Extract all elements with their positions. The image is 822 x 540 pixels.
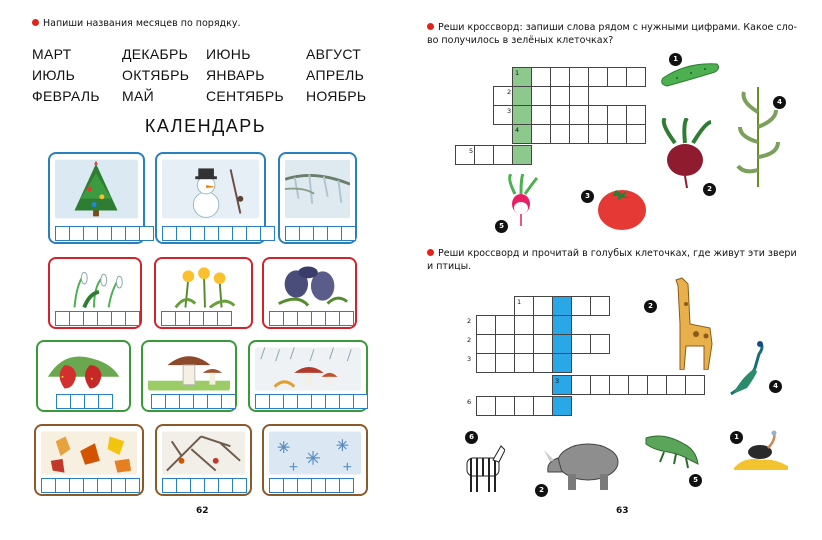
month-card-winter-1	[48, 152, 145, 244]
picture-number-badge: 1	[669, 53, 682, 66]
answer-boxes[interactable]	[55, 311, 139, 326]
lilac-picture	[269, 264, 350, 308]
picture-number-badge: 2	[703, 183, 716, 196]
crossword-cell[interactable]	[571, 375, 591, 395]
ostrich-picture	[734, 430, 788, 470]
crossword-cell[interactable]	[514, 315, 534, 335]
crossword-cell[interactable]	[569, 105, 589, 125]
month-card-summer-3	[248, 340, 368, 412]
crossword-cell[interactable]: 3	[476, 353, 496, 373]
crossword-cell[interactable]	[588, 67, 608, 87]
beet-picture	[655, 118, 715, 188]
month-card-spring-1	[48, 257, 142, 329]
snowman-picture	[162, 159, 259, 219]
crossword-cell[interactable]	[531, 86, 551, 106]
crossword-cell[interactable]	[533, 334, 553, 354]
crossword-cell[interactable]	[569, 86, 589, 106]
crossword-cell[interactable]	[531, 105, 551, 125]
crossword-cell[interactable]	[571, 334, 591, 354]
month-word: МАЙ	[122, 88, 154, 104]
answer-boxes[interactable]	[269, 311, 353, 326]
crossword-cell[interactable]	[626, 67, 646, 87]
crossword-cell[interactable]	[609, 375, 629, 395]
answer-boxes[interactable]	[255, 394, 367, 409]
month-word: ОКТЯБРЬ	[122, 67, 190, 83]
answer-boxes[interactable]	[162, 226, 274, 241]
crossword-cell[interactable]	[571, 296, 591, 316]
crossword-cell[interactable]	[569, 67, 589, 87]
month-card-winter-3	[278, 152, 357, 244]
calendar-title: КАЛЕНДАРЬ	[144, 116, 267, 136]
zebra-picture	[463, 444, 505, 492]
answer-boxes[interactable]	[151, 394, 235, 409]
crossword-cell[interactable]: 2	[476, 315, 496, 335]
crossword-cell[interactable]: 6	[476, 396, 496, 416]
picture-number-badge: 5	[689, 474, 702, 487]
crossword-cell[interactable]	[569, 124, 589, 144]
month-word: ИЮНЬ	[206, 46, 251, 62]
crossword-cell[interactable]	[552, 353, 572, 373]
bullet-icon	[32, 19, 39, 26]
crossword-cell[interactable]	[628, 375, 648, 395]
crossword-cell[interactable]	[607, 105, 627, 125]
crossword-cell[interactable]	[590, 296, 610, 316]
crossword-cell[interactable]	[512, 105, 532, 125]
crossword-cell[interactable]	[533, 396, 553, 416]
task-crossword-2: Реши кроссворд и прочитай в голубых клеточках, где живут эти звери и птицы.	[427, 248, 797, 272]
crossword-cell[interactable]	[550, 67, 570, 87]
month-card-summer-1	[36, 340, 131, 412]
snowdrop-picture	[55, 264, 135, 308]
crossword-cell[interactable]	[531, 124, 551, 144]
crossword-cell[interactable]: 2	[476, 334, 496, 354]
month-card-winter-2	[155, 152, 266, 244]
crossword-cell[interactable]	[514, 334, 534, 354]
mushrooms-picture	[148, 347, 230, 391]
crossword-cell[interactable]	[495, 353, 515, 373]
month-card-spring-2	[154, 257, 253, 329]
month-word: ЯНВАРЬ	[206, 67, 265, 83]
answer-boxes[interactable]	[55, 226, 153, 241]
crossword-cell[interactable]	[474, 145, 494, 165]
strawberry-picture	[43, 347, 124, 391]
crossword-cell[interactable]	[552, 315, 572, 335]
bare-branches-picture	[162, 431, 245, 475]
crossword-cell[interactable]	[588, 105, 608, 125]
crossword-cell[interactable]	[552, 396, 572, 416]
crossword-cell[interactable]	[514, 353, 534, 373]
answer-boxes[interactable]	[162, 478, 246, 493]
picture-number-badge: 2	[535, 484, 548, 497]
crossword-cell[interactable]	[685, 375, 705, 395]
picture-number-badge: 2	[644, 300, 657, 313]
month-word: АПРЕЛЬ	[306, 67, 365, 83]
crossword-cell[interactable]	[495, 315, 515, 335]
crossword-cell[interactable]: 1	[512, 67, 532, 87]
crossword-cell[interactable]	[550, 105, 570, 125]
crossword-cell[interactable]	[512, 145, 532, 165]
month-card-autumn-2	[155, 424, 252, 496]
radish-picture	[503, 174, 539, 226]
crossword-cell[interactable]	[550, 124, 570, 144]
task-months: Напиши названия месяцев по порядку.	[32, 18, 241, 31]
month-word: ИЮЛЬ	[32, 67, 76, 83]
giraffe-picture	[666, 274, 716, 370]
picture-number-badge: 1	[730, 431, 743, 444]
crossword-cell[interactable]: 4	[512, 124, 532, 144]
icy-branch-picture	[285, 159, 350, 219]
cucumber-picture	[657, 56, 723, 92]
crossword-cell[interactable]: 5	[455, 145, 475, 165]
crossword-cell[interactable]	[626, 124, 646, 144]
page-number: 63	[616, 506, 629, 516]
bullet-icon	[427, 249, 434, 256]
bullet-icon	[427, 23, 434, 30]
crossword-cell[interactable]: 3	[493, 105, 513, 125]
crossword-cell[interactable]	[493, 145, 513, 165]
peacock-picture	[729, 338, 774, 396]
crossword-cell[interactable]	[590, 375, 610, 395]
crossword-cell[interactable]	[626, 105, 646, 125]
answer-boxes[interactable]	[269, 478, 353, 493]
picture-number-badge: 4	[769, 380, 782, 393]
autumn-leaves-picture	[41, 431, 137, 475]
page-number: 62	[196, 506, 209, 516]
month-word: НОЯБРЬ	[306, 88, 367, 104]
crossword-cell[interactable]	[552, 296, 572, 316]
month-word: ДЕКАБРЬ	[122, 46, 189, 62]
answer-boxes[interactable]	[56, 394, 112, 409]
task-crossword-1: Реши кроссворд: запиши слова рядом с нужными цифрами. Какое сло- во получилось в зелёных клеточках?	[427, 22, 797, 46]
crossword-cell[interactable]	[514, 396, 534, 416]
picture-number-badge: 4	[773, 96, 786, 109]
crocodile-picture	[644, 430, 700, 472]
month-word: СЕНТЯБРЬ	[206, 88, 285, 104]
crossword-cell[interactable]	[607, 124, 627, 144]
month-card-autumn-1	[34, 424, 144, 496]
answer-boxes[interactable]	[41, 478, 139, 493]
christmas-tree-picture	[55, 159, 138, 219]
crossword-cell[interactable]: 2	[493, 86, 513, 106]
crossword-cell[interactable]	[533, 315, 553, 335]
rhinoceros-picture	[544, 432, 624, 492]
picture-number-badge: 3	[581, 190, 594, 203]
snowflakes-picture	[269, 431, 361, 475]
dandelion-picture	[161, 264, 246, 308]
crossword-cell[interactable]	[588, 124, 608, 144]
month-card-spring-3	[262, 257, 357, 329]
tomato-picture	[596, 178, 648, 232]
crossword-cell[interactable]	[550, 86, 570, 106]
right-page	[411, 0, 822, 540]
month-card-summer-2	[141, 340, 237, 412]
herb-stem-picture	[736, 82, 781, 187]
picture-number-badge: 6	[465, 431, 478, 444]
crossword-cell[interactable]	[666, 375, 686, 395]
crossword-cell[interactable]	[552, 334, 572, 354]
crossword-cell[interactable]	[512, 86, 532, 106]
crossword-cell[interactable]	[590, 334, 610, 354]
picture-number-badge: 5	[495, 220, 508, 233]
month-word: МАРТ	[32, 46, 72, 62]
rain-mushrooms-picture	[255, 347, 361, 391]
crossword-cell[interactable]	[495, 396, 515, 416]
crossword-cell[interactable]	[533, 296, 553, 316]
month-word: ФЕВРАЛЬ	[32, 88, 100, 104]
crossword-cell[interactable]: 1	[514, 296, 534, 316]
crossword-cell[interactable]	[495, 334, 515, 354]
crossword-cell[interactable]	[647, 375, 667, 395]
answer-boxes[interactable]	[285, 226, 355, 241]
answer-boxes[interactable]	[161, 311, 231, 326]
crossword-cell[interactable]	[533, 353, 553, 373]
month-word: АВГУСТ	[306, 46, 362, 62]
crossword-cell[interactable]	[531, 67, 551, 87]
crossword-cell[interactable]: 3	[552, 375, 572, 395]
month-card-autumn-3	[262, 424, 368, 496]
crossword-cell[interactable]	[607, 67, 627, 87]
